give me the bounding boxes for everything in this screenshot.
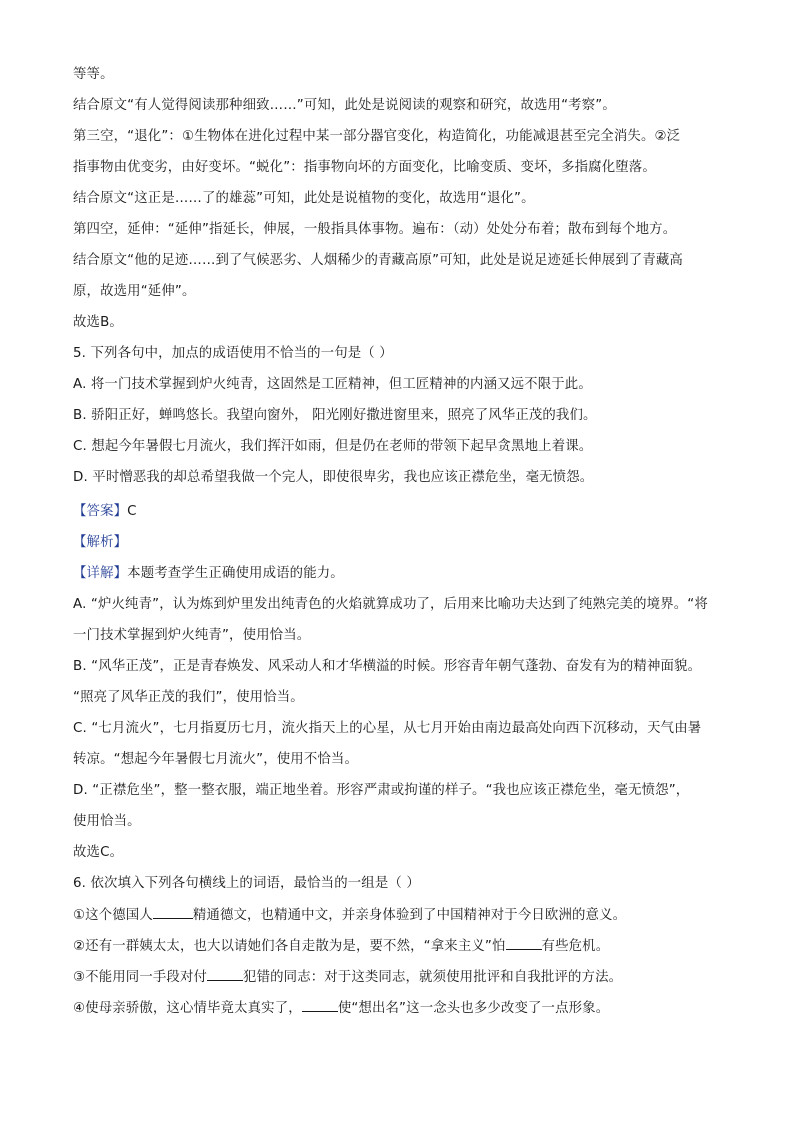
explanation-line: 故选C。 bbox=[73, 845, 124, 860]
paragraph-line: 第三空，“退化”：①生物体在进化过程中某一部分器官变化，构造简化，功能减退甚至完全消失。②泛 bbox=[73, 129, 681, 144]
question-5-stem: 5. 下列各句中，加点的成语使用不恰当的一句是（ ） bbox=[73, 346, 393, 361]
analysis-line bbox=[73, 534, 734, 552]
paragraph-line: 第四空，延伸：“延伸”指延长，伸展，一般指具体事物。遍布：（动）处处分布着；散布到每个地方。 bbox=[73, 222, 677, 237]
fill-blank bbox=[302, 999, 338, 1012]
explanation-line: 使用恰当。 bbox=[73, 814, 141, 829]
paragraph-line: 结合原文“有人觉得阅读那种细致……”可知，此处是说阅读的观察和研究，故选用“考察”。 bbox=[73, 98, 616, 113]
detail-text: 本题考查学生正确使用成语的能力。 bbox=[127, 566, 344, 581]
answer-value: C bbox=[127, 504, 137, 519]
analysis-label: 【解析】 bbox=[73, 535, 128, 550]
detail-line bbox=[73, 565, 734, 583]
explanation-line: 一门技术掌握到炉火纯青”，使用恰当。 bbox=[73, 628, 311, 643]
paragraph-line: 等等。 bbox=[73, 67, 114, 82]
paragraph-line: 结合原文“这正是……了的雄蕊”可知，此处是说植物的变化，故选用“退化”。 bbox=[73, 191, 535, 206]
paragraph-line: 故选B。 bbox=[73, 315, 123, 330]
paragraph-line: 指事物由优变劣，由好变坏。“蜕化”：指事物向坏的方面变化，比喻变质、变坏，多指腐化堕落。 bbox=[73, 160, 656, 175]
paragraph-line: 结合原文“他的足迹……到了气候恶劣、人烟稀少的青藏高原”可知，此处是说足迹延长伸展到了青藏高 bbox=[73, 253, 683, 268]
explanation-line: B. “风华正茂”，正是青春焕发、风采动人和才华横溢的时候。形容青年朝气蓬勃、奋发有为的精神面貌。 bbox=[73, 659, 702, 674]
question-6-sentence-2: ②还有一群姨太太，也大以请她们各自走散为是，要不然，“拿来主义”怕 有些危机。 bbox=[73, 939, 610, 954]
question-5-option-a: A. 将一门技术掌握到炉火纯青，这固然是工匠精神，但工匠精神的内涵又远不限于此。 bbox=[73, 377, 592, 392]
explanation-line: D. “正襟危坐”，整一整衣服，端正地坐着。形容严肃或拘谨的样子。“我也应该正襟危坐，毫无愤怨”， bbox=[73, 783, 690, 798]
fill-blank bbox=[207, 968, 243, 981]
explanation-line: C. “七月流火”，七月指夏历七月，流火指天上的心星，从七月开始由南边最高处向西下沉移动，天气由暑 bbox=[73, 721, 702, 736]
explanation-line: A. “炉火纯青”，认为炼到炉里发出纯青色的火焰就算成功了，后用来比喻功夫达到了纯熟完美的境界。“将 bbox=[73, 597, 708, 612]
detail-label: 【详解】 bbox=[73, 566, 128, 581]
question-5-option-b: B. 骄阳正好，蝉鸣悠长。我望向窗外， 阳光刚好撒进窗里来，照亮了风华正茂的我们。 bbox=[73, 408, 597, 423]
question-5-option-d: D. 平时憎恶我的却总希望我做一个完人，即使很卑劣，我也应该正襟危坐，毫无愤怨。 bbox=[73, 470, 594, 485]
fill-blank bbox=[153, 906, 193, 919]
question-5-option-c: C. 想起今年暑假七月流火，我们挥汗如雨，但是仍在老师的带领下起早贪黑地上着课。 bbox=[73, 439, 593, 454]
question-6-sentence-3: ③不能用同一手段对付 犯错的同志：对于这类同志，就须使用批评和自我批评的方法。 bbox=[73, 970, 623, 985]
answer-label: 【答案】 bbox=[73, 504, 128, 519]
fill-blank bbox=[506, 937, 542, 950]
explanation-line: 转凉。“想起今年暑假七月流火”，使用不恰当。 bbox=[73, 752, 358, 767]
explanation-line: “照亮了风华正茂的我们”，使用恰当。 bbox=[73, 690, 304, 705]
question-6-stem: 6. 依次填入下列各句横线上的词语，最恰当的一组是（ ） bbox=[73, 876, 420, 891]
answer-line bbox=[73, 503, 734, 521]
paragraph-line: 原，故选用“延伸”。 bbox=[73, 284, 196, 299]
question-6-sentence-1: ①这个德国人 精通德文，也精通中文，并亲身体验到了中国精神对于今日欧洲的意义。 bbox=[73, 908, 627, 923]
question-6-sentence-4: ④使母亲骄傲，这心情毕竟太真实了， 使“想出名”这一念头也多少改变了一点形象。 bbox=[73, 1001, 610, 1016]
